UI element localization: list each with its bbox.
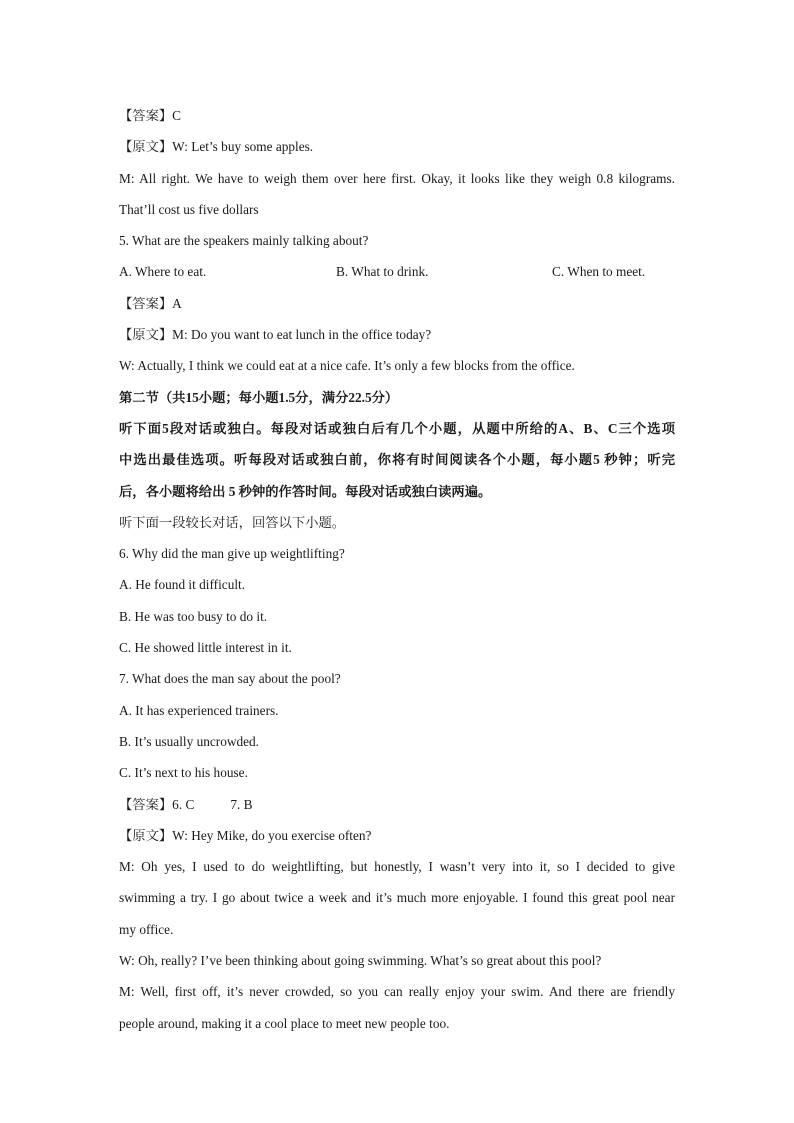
transcript-line: W: Actually, I think we could eat at a nice cafe. It’s only a few blocks from the office. <box>119 358 575 374</box>
page-content <box>119 100 675 1039</box>
transcript-line: 【原文】W: Let’s buy some apples. <box>119 139 314 155</box>
dialogue-intro: 听下面一段较长对话，回答以下小题。 <box>119 514 346 530</box>
transcript-line: 【原文】M: Do you want to eat lunch in the office today? <box>119 327 432 343</box>
section-heading: 第二节（共15小题；每小题1.5分，满分22.5分） <box>119 389 399 405</box>
question-5: 5. What are the speakers mainly talking about? <box>119 233 369 249</box>
answer-q6: 【答案】6. C <box>119 796 195 812</box>
option-b: B. He was too busy to do it. <box>119 608 268 624</box>
option-a: A. Where to eat. <box>119 264 207 280</box>
answer-line: 【答案】C <box>119 108 182 123</box>
option-c: C. It’s next to his house. <box>119 765 248 781</box>
option-c: C. He showed little interest in it. <box>119 640 292 656</box>
transcript-line: W: Oh, really? I’ve been thinking about going swimming. What’s so great about this pool? <box>119 953 602 969</box>
transcript-line: my office. <box>119 921 174 937</box>
section-instructions: 中选出最佳选项。听每段对话或独白前，你将有时间阅读各个小题，每小题5 秒钟；听完 <box>119 452 675 468</box>
transcript-line: swimming a try. I go about twice a week and it’s much more enjoyable. I found this great pool near <box>119 890 675 906</box>
question-6: 6. Why did the man give up weightlifting? <box>119 546 345 562</box>
option-a: A. He found it difficult. <box>119 577 246 593</box>
transcript-line: people around, making it a cool place to meet new people too. <box>119 1015 450 1031</box>
section-instructions: 听下面5段对话或独白。每段对话或独白后有几个小题，从题中所给的A、B、C三个选项 <box>119 420 675 436</box>
transcript-line: M: Oh yes, I used to do weightlifting, but honestly, I wasn’t very into it, so I decided to give <box>119 859 675 875</box>
question-5-options <box>119 256 675 287</box>
transcript-line: 【原文】W: Hey Mike, do you exercise often? <box>119 827 372 843</box>
answer-q7: 7. B <box>230 796 253 812</box>
question-7: 7. What does the man say about the pool? <box>119 671 341 687</box>
transcript-line: M: All right. We have to weigh them over here first. Okay, it looks like they weigh 0.8 kilograms. <box>119 170 675 186</box>
transcript-line: M: Well, first off, it’s never crowded, so you can really enjoy your swim. And there are friendly <box>119 984 675 1000</box>
option-a: A. It has experienced trainers. <box>119 702 279 718</box>
transcript-line: That’ll cost us five dollars <box>119 201 259 217</box>
option-b: B. It’s usually uncrowded. <box>119 733 259 749</box>
option-c: C. When to meet. <box>552 264 646 280</box>
answer-line: 【答案】A <box>119 295 182 311</box>
answer-line <box>119 789 675 820</box>
section-instructions: 后，各小题将给出 5 秒钟的作答时间。每段对话或独白读两遍。 <box>119 483 492 499</box>
option-b: B. What to drink. <box>336 264 429 280</box>
